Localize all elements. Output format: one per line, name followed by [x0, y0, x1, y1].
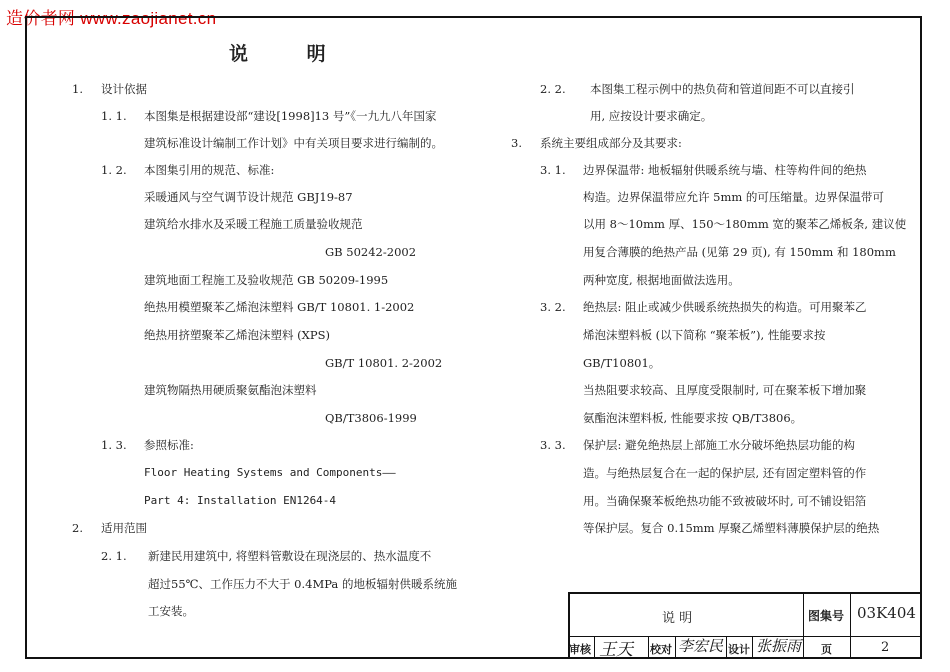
right-text-1: 用, 应按设计要求确定。 [590, 109, 713, 123]
left-num-0: 1. [72, 82, 83, 96]
left-text-12: QB/T3806-1999 [325, 411, 417, 425]
left-text-8: 绝热用模塑聚苯乙烯泡沫塑料 GB/T 10801. 1-2002 [144, 300, 415, 314]
titleblock-review-label: 审核 [569, 643, 591, 656]
titleblock-check-label: 校对 [650, 643, 672, 656]
title-block-vline-3 [594, 636, 595, 657]
title-block-vline-7 [752, 636, 753, 657]
left-text-1: 本图集是根据建设部“建设[1998]13 号”《一九九八年国家 [144, 109, 437, 123]
left-text-6: GB 50242-2002 [325, 245, 417, 259]
right-text-5: 以用 8～10mm 厚、150～180mm 宽的聚苯乙烯板条, 建议使 [583, 217, 907, 231]
title-block-vline-5 [675, 636, 676, 657]
titleblock-page-no: 2 [881, 640, 890, 655]
right-text-4: 构造。边界保温带应允许 5mm 的可压缩量。边界保温带可 [583, 190, 884, 204]
left-text-9: 绝热用挤塑聚苯乙烯泡沫塑料 (XPS) [144, 328, 330, 342]
right-text-6: 用复合薄膜的绝热产品 (见第 29 页), 有 150mm 和 180mm [583, 245, 896, 259]
left-text-18: 超过55℃、工作压力不大于 0.4MPa 的地板辐射供暖系统施 [148, 577, 457, 591]
left-text-13: 参照标准: [144, 438, 194, 452]
right-text-10: GB/T10801。 [583, 356, 661, 370]
title-block-vline-1 [803, 592, 804, 657]
left-text-0: 设计依据 [101, 82, 147, 96]
right-text-14: 造。与绝热层复合在一起的保护层, 还有固定塑料管的作 [583, 466, 867, 480]
right-num-0: 2. 2. [540, 82, 566, 96]
left-num-16: 2. [72, 521, 83, 535]
title-block-vline-6 [726, 636, 727, 657]
left-text-10: GB/T 10801. 2-2002 [325, 356, 443, 370]
left-text-14: Floor Heating Systems and Components—— [144, 466, 396, 479]
right-text-9: 烯泡沫塑料板 (以下简称 “聚苯板”), 性能要求按 [583, 328, 826, 342]
titleblock-atlas-no: 03K404 [857, 604, 916, 622]
left-text-3: 本图集引用的规范、标准: [144, 163, 275, 177]
doc-title: 说 明 [229, 43, 352, 65]
right-text-8: 绝热层: 阻止或减少供暖系统热损失的构造。可用聚苯乙 [583, 300, 867, 314]
left-text-16: 适用范围 [101, 521, 147, 535]
right-num-2: 3. [511, 136, 522, 150]
left-text-7: 建筑地面工程施工及验收规范 GB 50209-1995 [144, 273, 389, 287]
right-text-15: 用。当确保聚苯板绝热功能不致被破坏时, 可不铺设铝箔 [583, 494, 867, 508]
left-text-15: Part 4: Installation EN1264-4 [144, 494, 337, 507]
right-text-7: 两种宽度, 根据地面做法选用。 [583, 273, 740, 287]
left-num-17: 2. 1. [101, 549, 127, 563]
right-num-8: 3. 2. [540, 300, 566, 314]
right-text-11: 当热阻要求较高、且厚度受限制时, 可在聚苯板下增加聚 [583, 383, 867, 397]
title-block-vline-2 [850, 592, 851, 657]
right-text-16: 等保护层。复合 0.15mm 厚聚乙烯塑料薄膜保护层的绝热 [583, 521, 880, 535]
right-text-0: 本图集工程示例中的热负荷和管道间距不可以直接引 [590, 82, 855, 96]
right-text-12: 氨酯泡沫塑料板, 性能要求按 QB/T3806。 [583, 411, 803, 425]
left-text-5: 建筑给水排水及采暖工程施工质量验收规范 [144, 217, 363, 231]
signature-review: 王天 [599, 640, 633, 660]
titleblock-design-label: 设计 [728, 643, 750, 656]
right-text-2: 系统主要组成部分及其要求: [540, 136, 682, 150]
titleblock-name: 说 明 [662, 611, 693, 626]
right-num-13: 3. 3. [540, 438, 566, 452]
left-text-4: 采暖通风与空气调节设计规范 GBJ19-87 [144, 190, 353, 204]
right-text-13: 保护层: 避免绝热层上部施工水分破坏绝热层功能的构 [583, 438, 856, 452]
watermark: 造价者网 www.zaojianet.cn [6, 9, 217, 28]
left-text-17: 新建民用建筑中, 将塑料管敷设在现浇层的、热水温度不 [148, 549, 432, 563]
left-text-11: 建筑物隔热用硬质聚氨酯泡沫塑料 [144, 383, 317, 397]
titleblock-atlas-label: 图集号 [808, 609, 845, 623]
left-num-1: 1. 1. [101, 109, 127, 123]
left-num-13: 1. 3. [101, 438, 127, 452]
left-num-3: 1. 2. [101, 163, 127, 177]
left-text-2: 建筑标准设计编制工作计划》中有关项目要求进行编制的。 [144, 136, 443, 150]
title-block-vline-4 [648, 636, 649, 657]
left-text-19: 工安装。 [148, 604, 194, 618]
signature-design: 张振雨 [756, 637, 802, 655]
titleblock-page-label: 页 [821, 643, 832, 656]
signature-check: 李宏民 [678, 637, 724, 655]
right-num-3: 3. 1. [540, 163, 566, 177]
right-text-3: 边界保温带: 地板辐射供暖系统与墙、柱等构件间的绝热 [583, 163, 867, 177]
